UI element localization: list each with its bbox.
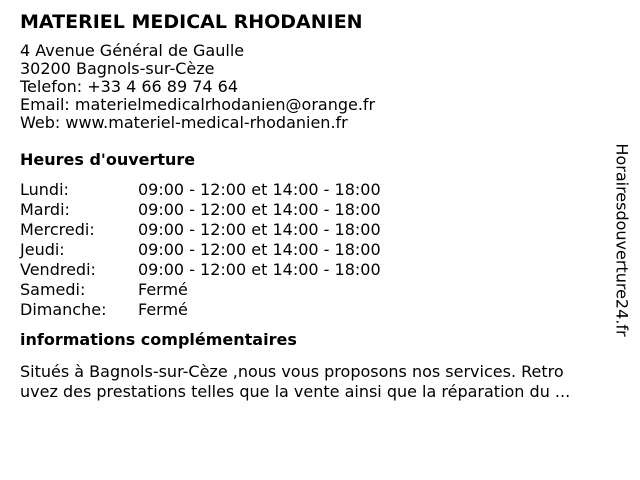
hours-value: 09:00 - 12:00 et 14:00 - 18:00 [138, 260, 381, 279]
address-street: 4 Avenue Général de Gaulle [20, 41, 245, 60]
website: Web: www.materiel-medical-rhodanien.fr [20, 113, 348, 132]
opening-hours-heading: Heures d'ouverture [20, 150, 196, 169]
business-card [20, 10, 620, 402]
email-address: Email: materielmedicalrhodanien@orange.fr [20, 95, 376, 114]
additional-info-heading: informations complémentaires [20, 330, 297, 349]
hours-row-tuesday [20, 200, 620, 220]
phone-number: Telefon: +33 4 66 89 74 64 [20, 77, 239, 96]
day-label: Mercredi: [20, 220, 95, 239]
hours-row-sunday [20, 300, 620, 320]
hours-value: 09:00 - 12:00 et 14:00 - 18:00 [138, 240, 381, 259]
day-label: Samedi: [20, 280, 86, 299]
description-line-2: uvez des prestations telles que la vente ainsi que la réparation du ... [20, 382, 571, 401]
opening-hours-table [20, 180, 620, 320]
hours-row-monday [20, 180, 620, 200]
hours-row-thursday [20, 240, 620, 260]
hours-value: Fermé [138, 280, 188, 299]
day-label: Dimanche: [20, 300, 107, 319]
hours-value: Fermé [138, 300, 188, 319]
day-label: Mardi: [20, 200, 70, 219]
site-watermark: Horairesdouverture24.fr [612, 143, 632, 337]
business-name: MATERIEL MEDICAL RHODANIEN [20, 11, 363, 33]
hours-value: 09:00 - 12:00 et 14:00 - 18:00 [138, 200, 381, 219]
day-label: Lundi: [20, 180, 69, 199]
day-label: Vendredi: [20, 260, 96, 279]
day-label: Jeudi: [20, 240, 65, 259]
address-city: 30200 Bagnols-sur-Cèze [20, 59, 215, 78]
hours-row-friday [20, 260, 620, 280]
hours-row-saturday [20, 280, 620, 300]
description-line-1: Situés à Bagnols-sur-Cèze ,nous vous proposons nos services. Retro [20, 362, 564, 381]
hours-value: 09:00 - 12:00 et 14:00 - 18:00 [138, 180, 381, 199]
hours-row-wednesday [20, 220, 620, 240]
hours-value: 09:00 - 12:00 et 14:00 - 18:00 [138, 220, 381, 239]
